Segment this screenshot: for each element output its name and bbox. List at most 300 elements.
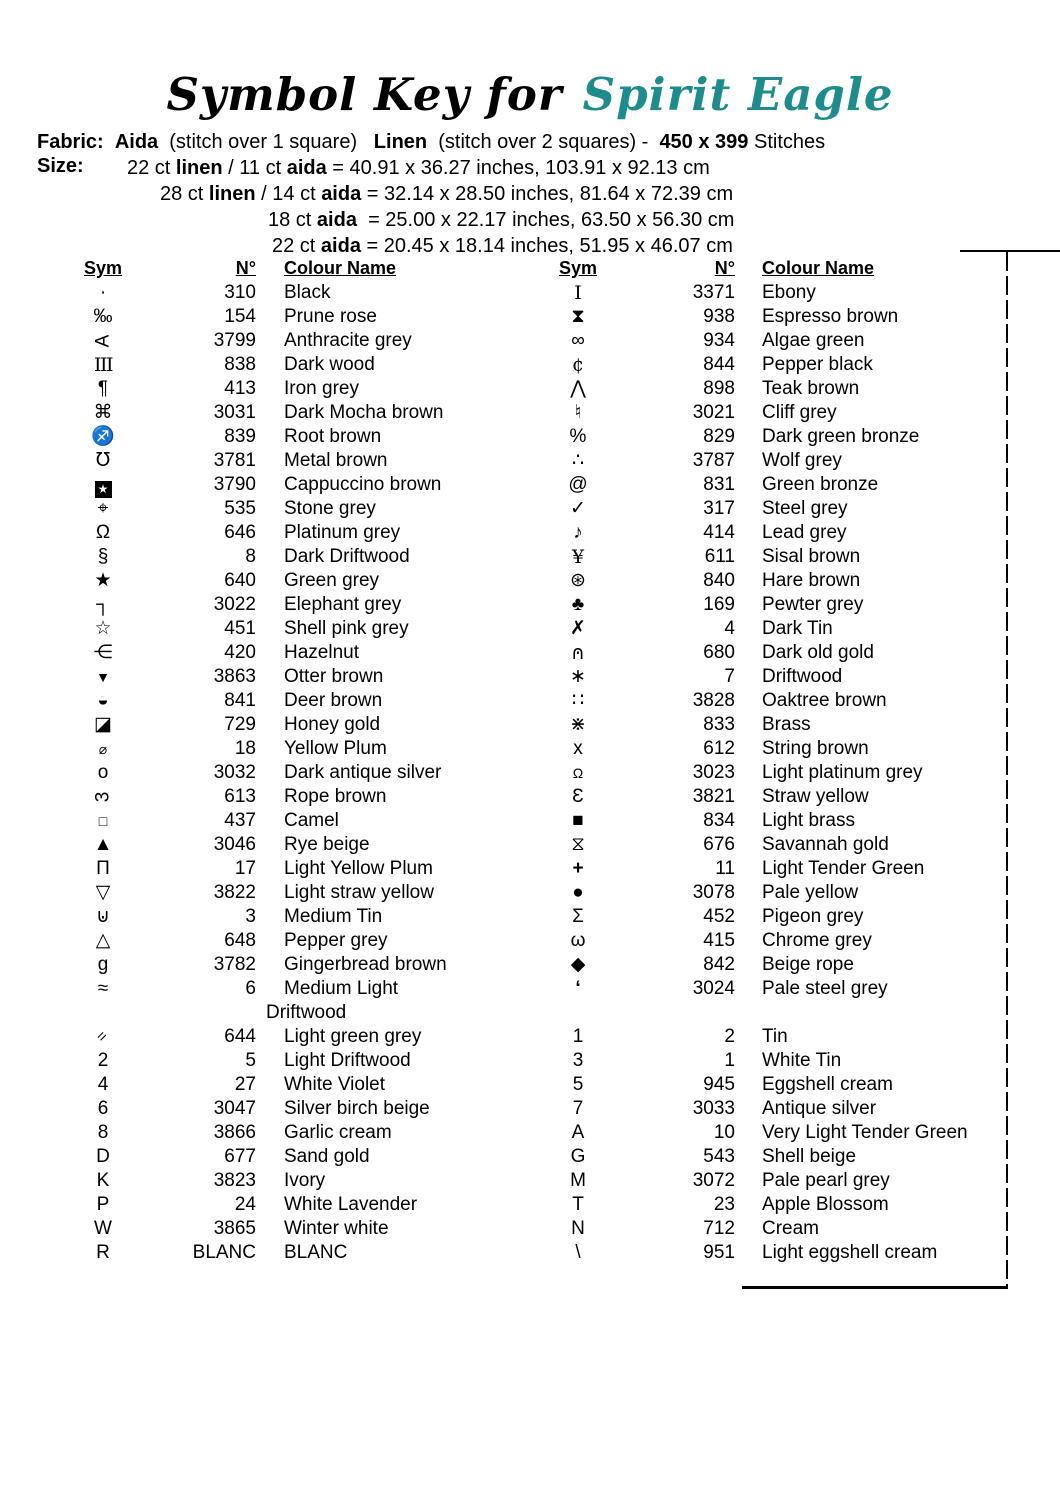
stitch-symbol-icon: Ω [95, 522, 111, 543]
color-name-cell [256, 977, 520, 1025]
stitch-symbol-icon: Σ [572, 906, 584, 927]
text-segment: = 40.91 x 36.27 inches, 103.91 x 92.13 cm [326, 157, 710, 179]
color-name-cell: Cliff grey [762, 402, 837, 423]
symbol-key-table-right [552, 256, 1020, 1265]
number-cell: 3 [245, 906, 256, 927]
key-row [80, 377, 520, 401]
stitch-symbol-icon: ▽ [95, 882, 111, 903]
key-row [552, 737, 1020, 761]
text-segment: / 14 ct [255, 183, 322, 205]
stitch-symbol-icon: D [96, 1146, 110, 1167]
text-segment: 22 ct [272, 235, 321, 257]
symbol-cell [552, 473, 604, 497]
stitch-symbol-icon: ◪ [94, 714, 112, 735]
symbol-cell [552, 665, 604, 689]
number-cell: 712 [703, 1218, 735, 1239]
number-cell: BLANC [192, 1242, 256, 1263]
symbol-cell [80, 881, 126, 905]
color-name-cell: Brass [762, 714, 811, 735]
color-name-cell: Hazelnut [284, 642, 359, 663]
table-border-top [960, 250, 1060, 252]
stitch-symbol-icon: 8 [97, 1122, 109, 1143]
key-row [80, 689, 520, 713]
stitch-symbol-icon: ⌘ [93, 402, 113, 423]
symbol-cell [552, 737, 604, 761]
symbol-cell [552, 329, 604, 353]
text-segment: 28 ct [160, 183, 209, 205]
header-number: N° [714, 258, 735, 278]
symbol-cell [80, 617, 126, 641]
color-name-cell: Medium Tin [284, 906, 383, 927]
text-segment: aida [321, 183, 362, 205]
symbol-cell [80, 1121, 126, 1145]
key-row [552, 833, 1020, 857]
color-name-cell: String brown [762, 738, 869, 759]
symbol-cell [80, 1193, 126, 1217]
stitch-symbol-icon: ♮ [574, 402, 582, 423]
symbol-cell [552, 401, 604, 425]
page-title [0, 68, 1060, 121]
key-row [80, 1025, 520, 1049]
stitch-symbol-icon: ◆ [570, 954, 586, 975]
number-cell: 420 [224, 642, 256, 663]
number-cell: 23 [713, 1194, 735, 1215]
symbol-cell [80, 1145, 126, 1169]
number-cell: 898 [703, 378, 735, 399]
stitch-symbol-icon: ∷ [571, 690, 585, 711]
number-cell: 413 [224, 378, 256, 399]
stitch-symbol-icon: 2 [97, 1050, 109, 1071]
header-colour-name: Colour Name [762, 258, 875, 278]
color-name-cell: Dark wood [284, 354, 375, 375]
stitch-symbol-icon: o [97, 762, 109, 783]
number-cell: 3865 [213, 1218, 256, 1239]
key-row [80, 1217, 520, 1241]
key-row [552, 761, 1020, 785]
color-name-cell: Black [284, 282, 331, 303]
key-row [80, 905, 520, 929]
symbol-cell [80, 401, 126, 425]
color-name-cell: Pale pearl grey [762, 1170, 890, 1191]
key-row [80, 929, 520, 953]
stitch-symbol-icon: ¶ [97, 378, 109, 399]
symbol-cell [80, 1217, 126, 1241]
key-row [80, 401, 520, 425]
key-row [80, 665, 520, 689]
number-cell: 644 [224, 1026, 256, 1047]
number-cell: 3863 [213, 666, 256, 687]
text-segment: (stitch over 1 square) [158, 131, 374, 153]
title-prefix: Symbol Key for [166, 68, 563, 121]
number-cell: 169 [703, 594, 735, 615]
stitch-symbol-icon: Ω [572, 765, 584, 781]
color-name-cell: Dark antique silver [284, 762, 442, 783]
key-row [80, 809, 520, 833]
text-segment: aida [320, 235, 361, 257]
color-name-cell: Light Yellow Plum [284, 858, 433, 879]
symbol-cell [80, 425, 126, 449]
key-row [80, 545, 520, 569]
color-name-cell: White Tin [762, 1050, 842, 1071]
number-cell: 3790 [213, 474, 256, 495]
color-name-line: Driftwood [266, 1002, 347, 1023]
color-name-cell: Prune rose [284, 306, 377, 327]
color-name-cell: Light eggshell cream [762, 1242, 938, 1263]
stitch-symbol-icon: ┐ [96, 594, 110, 615]
key-row [80, 1241, 520, 1265]
stitch-symbol-icon: ● [572, 882, 584, 903]
number-cell: 3033 [692, 1098, 735, 1119]
stitch-symbol-icon: g [97, 954, 109, 975]
symbol-cell [80, 689, 126, 713]
stitch-symbol-icon: ◒ [97, 690, 109, 711]
symbol-cell [80, 329, 126, 353]
key-row [552, 1073, 1020, 1097]
table-border-right-dashed [1006, 252, 1008, 1288]
number-cell: 414 [703, 522, 735, 543]
stitch-symbol-icon: ✓ [570, 498, 586, 519]
key-row [80, 569, 520, 593]
key-row [80, 353, 520, 377]
color-name-cell: Rope brown [284, 786, 387, 807]
color-name-cell: Straw yellow [762, 786, 869, 807]
key-row [80, 449, 520, 473]
color-name-cell: Rye beige [284, 834, 370, 855]
number-cell: 3022 [213, 594, 256, 615]
symbol-cell [80, 497, 126, 521]
symbol-cell [80, 665, 126, 689]
number-cell: 543 [703, 1146, 735, 1167]
size-label: Size: [37, 155, 84, 177]
key-row [552, 1241, 1020, 1265]
symbol-cell [552, 425, 604, 449]
stitch-symbol-icon: 4 [97, 1074, 109, 1095]
color-name-cell: Honey gold [284, 714, 381, 735]
color-name-cell: Wolf grey [762, 450, 842, 471]
symbol-cell [552, 977, 604, 1001]
number-cell: 945 [703, 1074, 735, 1095]
stitch-symbol-icon: ■ [572, 810, 584, 831]
color-name-cell: Oaktree brown [762, 690, 887, 711]
stitch-symbol-icon: 3 [91, 791, 113, 803]
symbol-cell [552, 1169, 604, 1193]
stitch-symbol-icon: 3 [572, 1050, 584, 1071]
color-name-cell: Tin [762, 1026, 788, 1047]
number-cell: 451 [224, 618, 256, 639]
stitch-symbol-icon: □ [98, 813, 108, 829]
symbol-cell [552, 761, 604, 785]
stitch-symbol-icon: Ɛ [572, 786, 584, 807]
header-sym: Sym [558, 258, 598, 278]
key-row [552, 977, 1020, 1001]
number-cell: 934 [703, 330, 735, 351]
symbol-cell [552, 1025, 604, 1049]
symbol-cell [552, 1145, 604, 1169]
symbol-cell [80, 305, 126, 329]
key-row [552, 305, 1020, 329]
key-row [80, 761, 520, 785]
color-name-cell: Root brown [284, 426, 382, 447]
number-cell: 27 [234, 1074, 256, 1095]
color-name-cell: Driftwood [762, 666, 843, 687]
number-cell: 535 [224, 498, 256, 519]
key-row [80, 593, 520, 617]
stitch-symbol-icon: ∴ [571, 450, 585, 471]
key-row [552, 1169, 1020, 1193]
symbol-cell [80, 1049, 126, 1073]
color-name-cell: Dark Tin [762, 618, 833, 639]
color-name-cell: Very Light Tender Green [762, 1122, 968, 1143]
key-row [552, 641, 1020, 665]
color-name-cell: Dark old gold [762, 642, 874, 663]
number-cell: 3023 [692, 762, 735, 783]
stitch-symbol-icon: ω [570, 930, 586, 951]
key-row [552, 329, 1020, 353]
color-name-cell: Green grey [284, 570, 380, 591]
stitch-symbol-icon: N [571, 1218, 585, 1239]
number-cell: 3046 [213, 834, 256, 855]
color-name-cell: Platinum grey [284, 522, 401, 543]
stitch-symbol-icon: I [574, 282, 582, 304]
key-row [80, 785, 520, 809]
key-row [552, 473, 1020, 497]
symbol-cell [80, 977, 126, 1025]
number-cell: 317 [703, 498, 735, 519]
color-name-cell: Dark green bronze [762, 426, 920, 447]
number-cell: 3787 [692, 450, 735, 471]
number-cell: 829 [703, 426, 735, 447]
stitch-symbol-icon: ≈ [97, 978, 109, 999]
key-row [552, 1049, 1020, 1073]
number-cell: 3866 [213, 1122, 256, 1143]
key-row [552, 713, 1020, 737]
size-line-2 [160, 181, 733, 207]
text-segment: 18 ct [268, 209, 317, 231]
symbol-cell [552, 953, 604, 977]
key-row [552, 281, 1020, 305]
color-name-cell: Light brass [762, 810, 855, 831]
number-cell: 10 [713, 1122, 735, 1143]
color-name-cell: Iron grey [284, 378, 359, 399]
symbol-cell [552, 809, 604, 833]
number-cell: 3072 [692, 1170, 735, 1191]
color-name-cell: Green bronze [762, 474, 879, 495]
text-segment: Fabric: [37, 131, 104, 153]
number-cell: 3782 [213, 954, 256, 975]
stitch-symbol-icon: ♣ [571, 594, 585, 615]
symbol-cell [552, 1193, 604, 1217]
key-row [552, 1217, 1020, 1241]
number-cell: 951 [703, 1242, 735, 1263]
key-row [552, 569, 1020, 593]
stitch-symbol-icon: ★ [94, 570, 112, 591]
key-row [552, 617, 1020, 641]
symbol-cell [552, 1001, 604, 1025]
stitch-symbol-icon: R [96, 1242, 110, 1263]
stitch-symbol-icon: · [99, 282, 107, 303]
header-sym: Sym [83, 258, 123, 278]
text-segment: / 11 ct [222, 157, 287, 179]
color-name-cell: Pale steel grey [762, 978, 888, 999]
key-row [80, 473, 520, 497]
key-row-blank [552, 1001, 1020, 1025]
stitch-symbol-icon: ‰ [93, 306, 113, 327]
color-name-cell: Light platinum grey [762, 762, 923, 783]
symbol-cell [80, 569, 126, 593]
stitch-symbol-icon: + [572, 858, 584, 879]
symbol-cell [80, 929, 126, 953]
number-cell: 1 [724, 1050, 735, 1071]
number-cell: 640 [224, 570, 256, 591]
color-name-cell: Savannah gold [762, 834, 889, 855]
stitch-symbol-icon: ⋇ [570, 714, 586, 735]
color-name-cell: Beige rope [762, 954, 854, 975]
key-row [80, 857, 520, 881]
symbol-cell [552, 713, 604, 737]
number-cell: 677 [224, 1146, 256, 1167]
number-cell: 646 [224, 522, 256, 543]
number-cell: 18 [234, 738, 256, 759]
key-row [80, 281, 520, 305]
text-segment: aida [286, 157, 327, 179]
color-name-cell: Light Tender Green [762, 858, 925, 879]
text-segment [104, 131, 115, 153]
number-cell: 611 [704, 546, 735, 567]
stitch-symbol-icon: A [92, 334, 113, 348]
table-border-bottom [742, 1286, 1008, 1289]
key-row [80, 305, 520, 329]
key-row [552, 1097, 1020, 1121]
symbol-cell [80, 641, 126, 665]
color-name-cell: White Violet [284, 1074, 386, 1095]
color-name-cell: Pewter grey [762, 594, 864, 615]
stitch-symbol-icon: ▲ [93, 834, 113, 855]
key-row [552, 785, 1020, 809]
key-row [552, 953, 1020, 977]
text-segment: = 20.45 x 18.14 inches, 51.95 x 46.07 cm [360, 235, 733, 257]
color-name-cell: Gingerbread brown [284, 954, 447, 975]
key-row [552, 1121, 1020, 1145]
header-colour-name: Colour Name [284, 258, 397, 278]
number-cell: 648 [224, 930, 256, 951]
stitch-symbol-icon: ⌀ [98, 741, 108, 757]
symbol-cell [552, 1073, 604, 1097]
stitch-symbol-icon: ☆ [94, 618, 112, 639]
color-name-cell: Dark Mocha brown [284, 402, 444, 423]
color-name-cell: Otter brown [284, 666, 384, 687]
number-cell: 154 [224, 306, 256, 327]
number-cell: 5 [245, 1050, 256, 1071]
stitch-symbol-icon: ★ [95, 481, 112, 498]
color-name-cell [735, 1001, 1020, 1025]
text-segment: Aida [114, 131, 159, 153]
table-header [552, 256, 1020, 281]
symbol-cell [552, 905, 604, 929]
key-row [552, 401, 1020, 425]
stitch-symbol-icon: 5 [572, 1074, 584, 1095]
symbol-cell [552, 377, 604, 401]
stitch-symbol-icon: ¢ [571, 354, 585, 376]
symbol-cell [552, 641, 604, 665]
key-row [552, 881, 1020, 905]
symbol-cell [80, 1169, 126, 1193]
stitch-symbol-icon: G [570, 1146, 586, 1167]
stitch-symbol-icon: T [572, 1194, 584, 1215]
text-segment: = 25.00 x 22.17 inches, 63.50 x 56.30 cm [356, 209, 735, 231]
stitch-symbol-icon: x [573, 738, 583, 759]
stitch-symbol-icon: Π [96, 858, 110, 879]
symbol-cell [552, 305, 604, 329]
key-row [552, 1025, 1020, 1049]
stitch-symbol-icon: ✗ [570, 618, 586, 639]
color-name-cell: Hare brown [762, 570, 861, 591]
key-row [80, 1121, 520, 1145]
number-cell: 831 [703, 474, 735, 495]
color-name-cell: Silver birch beige [284, 1098, 430, 1119]
stitch-symbol-icon: W [94, 1218, 112, 1239]
text-segment: Linen [373, 131, 428, 153]
stitch-symbol-icon: \ [575, 1242, 581, 1263]
stitch-symbol-icon: 7 [572, 1098, 584, 1119]
color-name-cell: BLANC [284, 1242, 348, 1263]
key-row [80, 881, 520, 905]
color-name-cell: Cappuccino brown [284, 474, 442, 495]
key-row [80, 1097, 520, 1121]
number-cell [604, 1001, 735, 1025]
number-cell: 613 [224, 786, 256, 807]
key-row [80, 737, 520, 761]
color-name-cell: Garlic cream [284, 1122, 392, 1143]
color-name-cell: Deer brown [284, 690, 383, 711]
text-segment: Stitches [748, 131, 826, 153]
stitch-symbol-icon: △ [95, 930, 111, 951]
symbol-cell [80, 1073, 126, 1097]
key-row [552, 1145, 1020, 1169]
symbol-key-table-left [80, 256, 520, 1265]
symbol-cell [80, 449, 126, 473]
number-cell: 2 [724, 1026, 735, 1047]
key-row [552, 353, 1020, 377]
color-name-cell: Camel [284, 810, 339, 831]
stitch-symbol-icon: ‘ [575, 978, 581, 999]
number-cell: 3031 [213, 402, 256, 423]
symbol-cell [552, 929, 604, 953]
header-number: N° [235, 258, 256, 278]
stitch-symbol-icon: M [570, 1170, 586, 1191]
stitch-symbol-icon: ♐ [91, 426, 115, 447]
text-segment: linen [208, 183, 256, 205]
number-cell: 844 [703, 354, 735, 375]
number-cell: 3822 [213, 882, 256, 903]
number-cell: 612 [703, 738, 735, 759]
color-name-cell: Sisal brown [762, 546, 861, 567]
color-name-cell: Eggshell cream [762, 1074, 893, 1095]
text-segment: = 32.14 x 28.50 inches, 81.64 x 72.39 cm [361, 183, 734, 205]
key-row [552, 545, 1020, 569]
key-row [80, 1193, 520, 1217]
number-cell: 452 [703, 906, 735, 927]
key-row [552, 689, 1020, 713]
number-cell: 834 [703, 810, 735, 831]
number-cell: 839 [224, 426, 256, 447]
number-cell: 838 [224, 354, 256, 375]
number-cell: 310 [224, 282, 256, 303]
stitch-symbol-icon: III [93, 354, 113, 376]
project-title: Spirit Eagle [582, 68, 894, 121]
number-cell: 437 [224, 810, 256, 831]
color-name-cell: Stone grey [284, 498, 376, 519]
key-row [552, 425, 1020, 449]
